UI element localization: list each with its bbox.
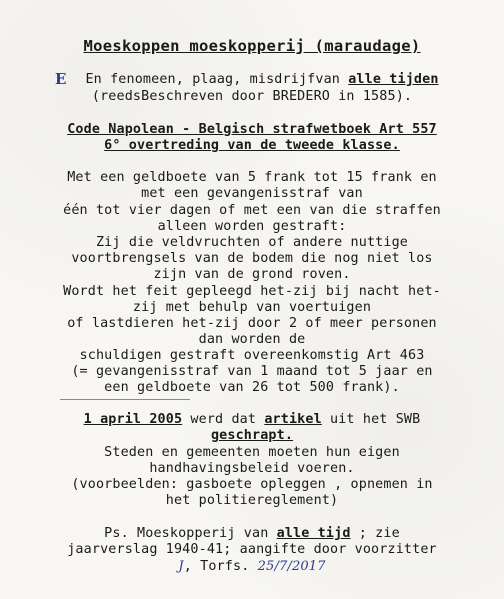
body-line: schuldigen gestraft overeenkomstig Art 463	[79, 348, 425, 363]
body-line: Zij die veldvruchten of andere nuttige	[95, 235, 409, 250]
ps-line-2: jaarverslag 1940-41; aangifte door voorzitter	[67, 542, 437, 557]
body-line: zijn van de grond roven.	[153, 267, 351, 282]
handwritten-mark: E	[55, 70, 67, 88]
update-line: Steden en gemeenten moeten hun eigen	[104, 445, 400, 460]
body-line: één tot vier dagen of met een van die straffen	[63, 203, 441, 218]
body-line: voortbrengsels van de bodem die nog niet los	[71, 251, 433, 266]
intro-line-1: En fenomeen, plaag, misdrijfvan alle tijden	[85, 72, 439, 87]
ps-signature-line: J, Torfs. 25/7/2017	[178, 559, 326, 574]
code-heading: Code Napolean - Belgisch strafwetboek Art 557	[67, 122, 437, 137]
body-line: Wordt het feit gepleegd het-zij bij nacht het-	[63, 284, 441, 299]
geschrapt-underline: geschrapt.	[210, 428, 294, 443]
divider	[60, 399, 190, 400]
artikel-underline: artikel	[264, 412, 322, 427]
date-underline: 1 april 2005	[83, 412, 183, 427]
body-line: met een gevangenisstraf van	[141, 186, 363, 201]
update-line: handhavingsbeleid voeren.	[149, 461, 355, 476]
update-line-1: 1 april 2005 werd dat artikel uit het SWB	[83, 412, 421, 427]
alle-tijden-underline: alle tijden	[348, 72, 439, 87]
body-line: alleen worden gestraft:	[157, 219, 347, 234]
body-line: (= gevangenisstraf van 1 maand tot 5 jaar en	[71, 364, 433, 379]
body-line: zij met behulp van voertuigen	[132, 300, 372, 315]
code-subheading: 6° overtreding van de tweede klasse.	[104, 138, 400, 153]
body-line: een geldboete van 26 tot 500 frank).	[104, 380, 400, 395]
body-line: dan worden de	[198, 332, 306, 347]
handwritten-initial: J	[178, 559, 184, 574]
update-line: het politiereglement)	[165, 493, 339, 508]
update-line: (voorbeelden: gasboete opleggen , opnemen in	[71, 477, 433, 492]
document-title: Moeskoppen moeskopperij (maraudage)	[83, 37, 421, 55]
alle-tijd-underline: alle tijd	[276, 526, 351, 541]
body-line: Met een geldboete van 5 frank tot 15 frank en	[67, 170, 437, 185]
body-line: of lastdieren het-zij door 2 of meer personen	[67, 316, 437, 331]
intro-line-2: (reedsBeschreven door BREDERO in 1585).	[91, 89, 413, 104]
handwritten-date: 25/7/2017	[257, 559, 326, 574]
ps-line-1: Ps. Moeskopperij van alle tijd ; zie	[104, 526, 400, 541]
